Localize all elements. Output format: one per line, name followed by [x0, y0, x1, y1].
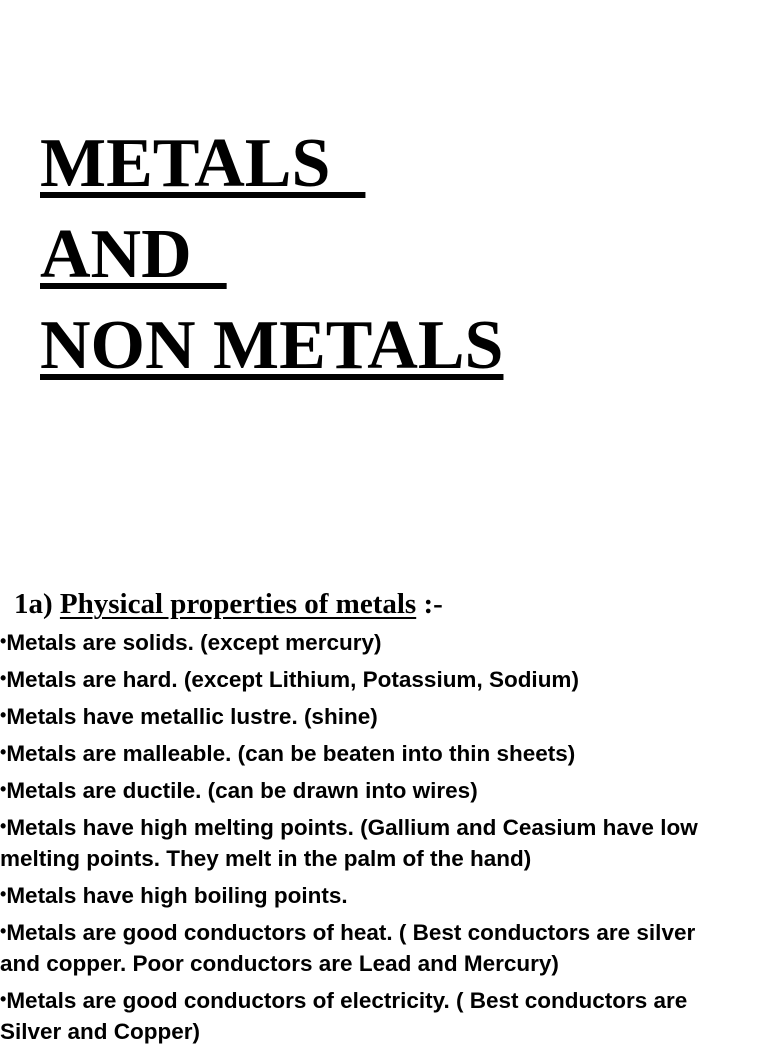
slide-title: [40, 118, 503, 391]
list-item: [0, 626, 740, 658]
title-line-text: NON METALS: [40, 307, 504, 384]
list-item: [0, 916, 740, 979]
list-item: [0, 663, 740, 695]
properties-list: [0, 626, 740, 1052]
bullet-icon: •: [0, 668, 7, 688]
bullet-icon: •: [0, 921, 7, 941]
list-item-text: Metals have high melting points. (Gallium and Ceasium have low melting points. They melt in the palm of the hand): [0, 815, 698, 871]
list-item-text: Metals are solids. (except mercury): [6, 630, 382, 655]
bullet-icon: •: [0, 705, 7, 725]
list-item: [0, 811, 740, 874]
bullet-icon: •: [0, 816, 7, 836]
list-item: [0, 700, 740, 732]
list-item-text: Metals are ductile. (can be drawn into wires): [6, 778, 478, 803]
section-heading-text: Physical properties of metals: [59, 588, 417, 620]
list-item: [0, 737, 740, 769]
list-item: [0, 984, 740, 1047]
title-line-text: AND: [40, 216, 227, 293]
list-item-text: Metals are malleable. (can be beaten into thin sheets): [6, 741, 576, 766]
list-item-text: Metals are good conductors of electricity. ( Best conductors are Silver and Copper): [0, 988, 688, 1044]
list-item-text: Metals have high boiling points.: [6, 883, 348, 908]
section-heading: [14, 586, 443, 622]
list-item: [0, 879, 740, 911]
title-line: [40, 300, 503, 391]
list-item-text: Metals have metallic lustre. (shine): [6, 704, 378, 729]
bullet-icon: •: [0, 631, 7, 651]
bullet-icon: •: [0, 989, 7, 1009]
bullet-icon: •: [0, 884, 7, 904]
list-item-text: Metals are hard. (except Lithium, Potassium, Sodium): [6, 667, 579, 692]
title-line-text: METALS: [40, 125, 366, 202]
bullet-icon: •: [0, 742, 7, 762]
list-item: [0, 774, 740, 806]
list-item-text: Metals are good conductors of heat. ( Best conductors are silver and copper. Poor conductors are Lead and Mercury): [0, 920, 696, 976]
bullet-icon: •: [0, 779, 7, 799]
title-line: [40, 209, 503, 300]
title-line: [40, 118, 503, 209]
section-heading-suffix: :-: [423, 588, 443, 620]
section-number: 1a): [14, 588, 53, 620]
